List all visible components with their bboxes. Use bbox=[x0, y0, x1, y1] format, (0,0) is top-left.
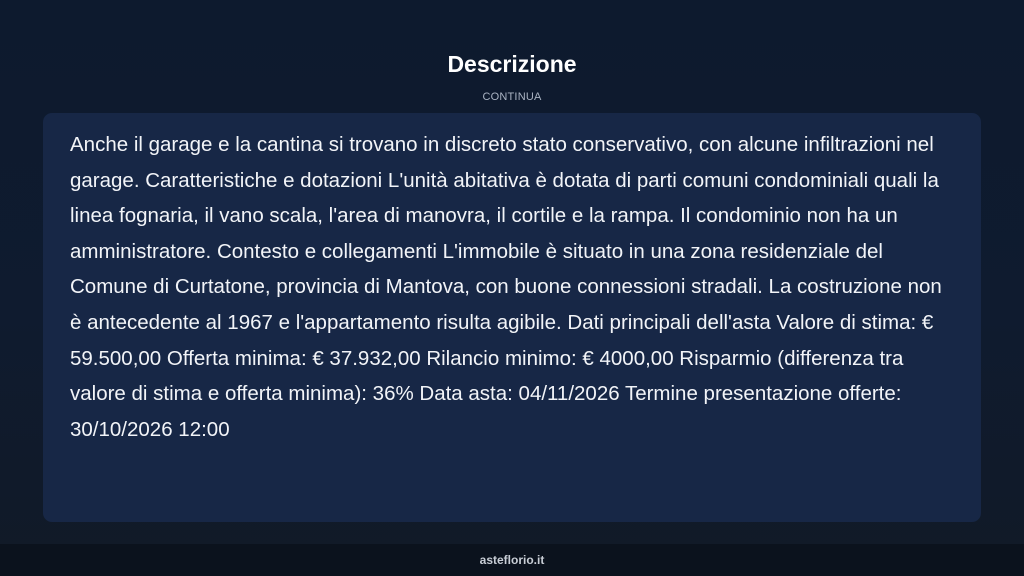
description-card bbox=[43, 113, 981, 522]
page-title: Descrizione bbox=[447, 51, 577, 77]
continue-label: CONTINUA bbox=[482, 91, 542, 103]
site-name: asteflorio.it bbox=[479, 553, 545, 567]
description-text: Anche il garage e la cantina si trovano in discreto stato conservativo, con alcune infiltrazioni nel garage. Caratteristiche e dotazioni L'unità abitativa è dotata di parti comuni condominiali quali la linea fognaria, il vano scala, l'area di manovra, il cortile e la rampa. Il condominio non ha un amministratore. Contesto e collegamenti L'immobile è situato in una zona residenziale del Comune di Curtatone, provincia di Mantova, con buone connessioni stradali. La costruzione non è antecedente al 1967 e l'appartamento risulta agibile. Dati principali dell'asta Valore di stima: € 59.500,00 Offerta minima: € 37.932,00 Rilancio minimo: € 4000,00 Risparmio (differenza tra valore di stima e offerta minima): 36% Data asta: 04/11/2026 Termine presentazione offerte: 30/10/2026 12:00 bbox=[70, 133, 942, 441]
footer-bar bbox=[0, 544, 1024, 576]
